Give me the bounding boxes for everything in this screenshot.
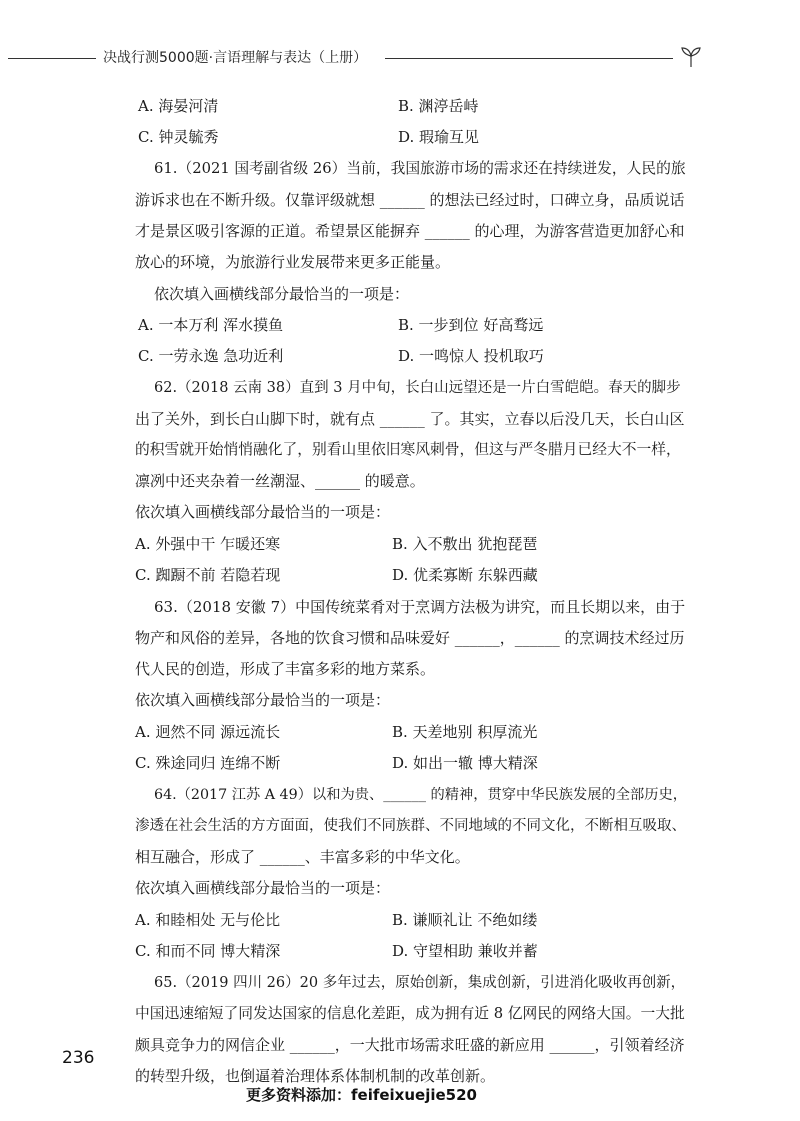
q63-option-c: C. 殊途同归 连绵不断 [135,754,281,772]
q64-stem-line: 64.（2017 江苏 A 49）以和为贵、______ 的精神，贯穿中华民族发展的全部历史， [154,787,687,803]
q61-option-d: D. 一鸣惊人 投机取巧 [398,347,544,365]
q62-stem-line: 的积雪就开始悄悄融化了，别看山里依旧寒风刺骨，但这与严冬腊月已经大不一样， [135,441,681,458]
header-rule-right [385,58,673,59]
q61-stem-line: 游诉求也在不断升级。仅靠评级就想 ______ 的想法已经过时，口碑立身，品质说话 [135,191,685,209]
q60-option-a: A. 海晏河清 [138,97,219,115]
q62-prompt: 依次填入画横线部分最恰当的一项是： [135,503,391,521]
q62-option-c: C. 踟蹰不前 若隐若现 [135,566,281,584]
q65-stem-line: 65.（2019 四川 26）20 多年过去，原始创新，集成创新，引进消化吸收再创新， [154,975,686,991]
q62-option-b: B. 入不敷出 犹抱琵琶 [392,535,538,553]
q61-option-c: C. 一劳永逸 急功近利 [138,347,284,365]
q62-stem-line: 62.（2018 云南 38）直到 3 月中旬，长白山远望还是一片白雪皑皑。春天的脚步 [154,380,681,396]
q63-stem-line: 代人民的创造，形成了丰富多彩的地方菜系。 [135,660,436,678]
q64-stem-line: 渗透在社会生活的方方面面，使我们不同族群、不同地域的不同文化，不断相互吸取、 [135,818,686,834]
q61-stem-line: 才是景区吸引客源的正道。希望景区能摒弃 ______ 的心理，为游客营造更加舒心和 [135,222,685,240]
q62-option-a: A. 外强中干 乍暖还寒 [135,535,281,553]
q65-stem-line: 中国迅速缩短了同发达国家的信息化差距，成为拥有近 8 亿网民的网络大国。一大批 [135,1005,685,1022]
q61-option-b: B. 一步到位 好高骛远 [398,316,544,334]
q64-option-d: D. 守望相助 兼收并蓄 [392,942,538,960]
q63-option-a: A. 迥然不同 源远流长 [135,723,281,741]
q63-stem-line: 物产和风俗的差异，各地的饮食习惯和品味爱好 ______，______ 的烹调技术经过历 [135,629,685,647]
page-number: 236 [62,1048,95,1068]
q61-stem-line: 放心的环境，为旅游行业发展带来更多正能量。 [135,253,451,271]
q63-option-d: D. 如出一辙 博大精深 [392,754,538,772]
q62-stem-line: 凛冽中还夹杂着一丝潮湿、______ 的暖意。 [135,472,425,490]
q61-prompt: 依次填入画横线部分最恰当的一项是： [154,285,410,303]
q60-option-c: C. 钟灵毓秀 [138,128,219,146]
q63-prompt: 依次填入画横线部分最恰当的一项是： [135,691,391,709]
sprout-icon [676,46,706,68]
q64-stem-line: 相互融合，形成了 ______、丰富多彩的中华文化。 [135,848,470,866]
header-rule-left [8,58,96,59]
footer-note: 更多资料添加：feifeixuejie520 [246,1086,477,1104]
q63-stem-line: 63.（2018 安徽 7）中国传统菜肴对于烹调方法极为讲究，而且长期以来，由于 [154,598,686,616]
q61-option-a: A. 一本万利 浑水摸鱼 [138,316,284,334]
book-title: 决战行测5000题·言语理解与表达（上册） [103,50,368,66]
q64-prompt: 依次填入画横线部分最恰当的一项是： [135,879,391,897]
q65-stem-line: 的转型升级，也倒逼着治理体系体制机制的改革创新。 [135,1067,496,1085]
q60-option-d: D. 瑕瑜互见 [398,128,480,146]
running-header [0,46,800,70]
q64-option-a: A. 和睦相处 无与伦比 [135,911,281,929]
q62-stem-line: 出了关外，到长白山脚下时，就有点 ______ 了。其实，立春以后没几天，长白山区 [135,410,685,428]
q64-option-b: B. 谦顺礼让 不绝如缕 [392,911,538,929]
q63-option-b: B. 天差地别 积厚流光 [392,723,538,741]
q65-stem-line: 颇具竞争力的网信企业 ______，一大批市场需求旺盛的新应用 ______，引领着经济 [135,1036,685,1054]
q62-option-d: D. 优柔寡断 东躲西藏 [392,566,538,584]
q60-option-b: B. 渊渟岳峙 [398,97,479,115]
q61-stem-line: 61.（2021 国考副省级 26）当前，我国旅游市场的需求还在持续迸发，人民的旅 [154,160,686,177]
q64-option-c: C. 和而不同 博大精深 [135,942,281,960]
